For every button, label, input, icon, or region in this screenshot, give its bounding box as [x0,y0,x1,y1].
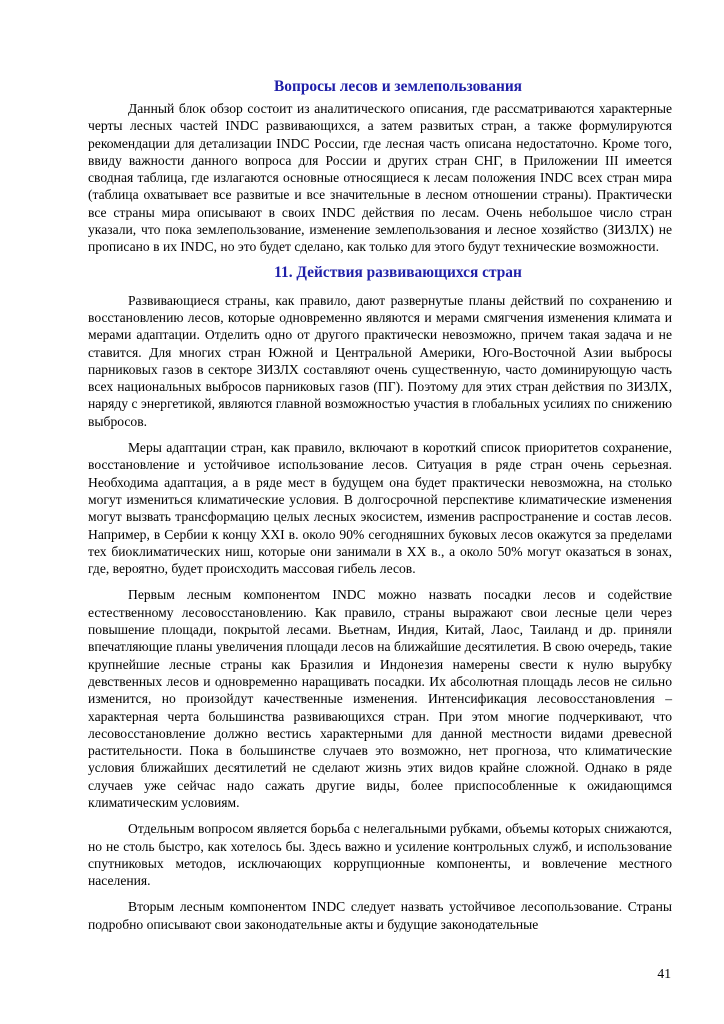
paragraph: Вторым лесным компонентом INDC следует назвать устойчивое лесопользование. Страны подробно описывают свои законодательные акты и будущие законодательные [88,899,672,932]
paragraph: Отдельным вопросом является борьба с нелегальными рубками, объемы которых снижаются, но не столь быстро, как хотелось бы. Здесь важно и усиление контрольных служб, и использование спутниковых методов, исключающих коррупционные компоненты, и вовлечение местного населения. [88,821,672,889]
paragraph: Первым лесным компонентом INDC можно назвать посадки лесов и содействие естественному лесовосстановлению. Как правило, страны выражают свои лесные цели через повышение площади, покрытой лесами. Вьетнам, Индия, Китай, Лаос, Таиланд и др. приняли впечатляющие планы увеличения площади лесов на ближайшие десятилетия. В свою очередь, такие крупнейшие лесные страны как Бразилия и Индонезия намерены свести к нулю вырубку девственных лесов и одновременно наращивать посадки. Их абсолютная площадь лесов не сильно изменится, но произойдут качественные изменения. Интенсификация лесовосстановления – характерная черта большинства развивающихся стран. При этом многие подчеркивают, что лесовосстановление должно вестись характерными для данной местности видами древесной растительности. Пока в большинстве случаев это возможно, нет прогноза, что климатические условия ближайших десятилетий не сделают жизнь этих видов крайне сложной. Однако в ряде случаев уже сейчас надо сажать другие виды, более приспособленные к ожидающимся климатическим условиям. [88,587,672,810]
section-heading-forests: Вопросы лесов и землепользования [273,78,523,95]
paragraph-forests-intro: Данный блок обзор состоит из аналитического описания, где рассматриваются характерные черты лесных частей INDC развивающихся, а затем развитых стран, а также формулируются рекомендации для детализации INDC России, где лесная часть описана недостаточно. Кроме того, ввиду важности данного вопроса для России и других стран СНГ, в Приложении III имеется сводная таблица, где излагаются основные относящиеся к лесам положения INDC всех стран мира (таблица охватывает все развитые и все значительные в лесном отношении страны). Практически все страны мира описывают в своих INDC действия по лесам. Очень небольшое число стран указали, что пока землепользование, изменение землепользования и лесное хозяйство (ЗИЗЛХ) не прописано в их INDC, но это будет сделано, как только для этого будут технические возможности. [88,101,672,255]
section-heading-developing-countries: 11. Действия развивающихся стран [274,263,522,281]
page-number: 41 [657,966,671,981]
paragraph: Развивающиеся страны, как правило, дают развернутые планы действий по сохранению и восстановлению лесов, которые одновременно являются и мерами смягчения изменения климата и мерами адаптации. Отделить одно от другого практически невозможно, причем такая задача и не ставится. Для многих стран Южной и Центральной Америки, Юго-Восточной Азии выбросы парниковых газов в секторе ЗИЗЛХ составляют очень существенную, часто доминирующую часть всех национальных выбросов парниковых газов (ПГ). Поэтому для этих стран действия по ЗИЗЛХ, наряду с энергетикой, являются главной возможностью участия в глобальных усилиях по снижению выбросов. [88,292,672,429]
paragraph: Меры адаптации стран, как правило, включают в короткий список приоритетов сохранение, восстановление и устойчивое использование лесов. Ситуация в ряде стран очень серьезная. Необходима адаптация, а в ряде мест в будущем она будет практически невозможна, на столько могут измениться климатические условия. В долгосрочной перспективе климатические изменения могут вызвать трансформацию целых лесных экосистем, изменив распространение и состав лесов. Например, в Сербии к концу XXI в. около 90% сегодняшних буковых лесов окажутся за пределами тех биоклиматических ниш, которые они занимали в XX в., а около 50% могут оказаться в зонах, где, вероятно, будет происходить массовая гибель лесов. [88,440,672,577]
document-page [88,72,672,942]
